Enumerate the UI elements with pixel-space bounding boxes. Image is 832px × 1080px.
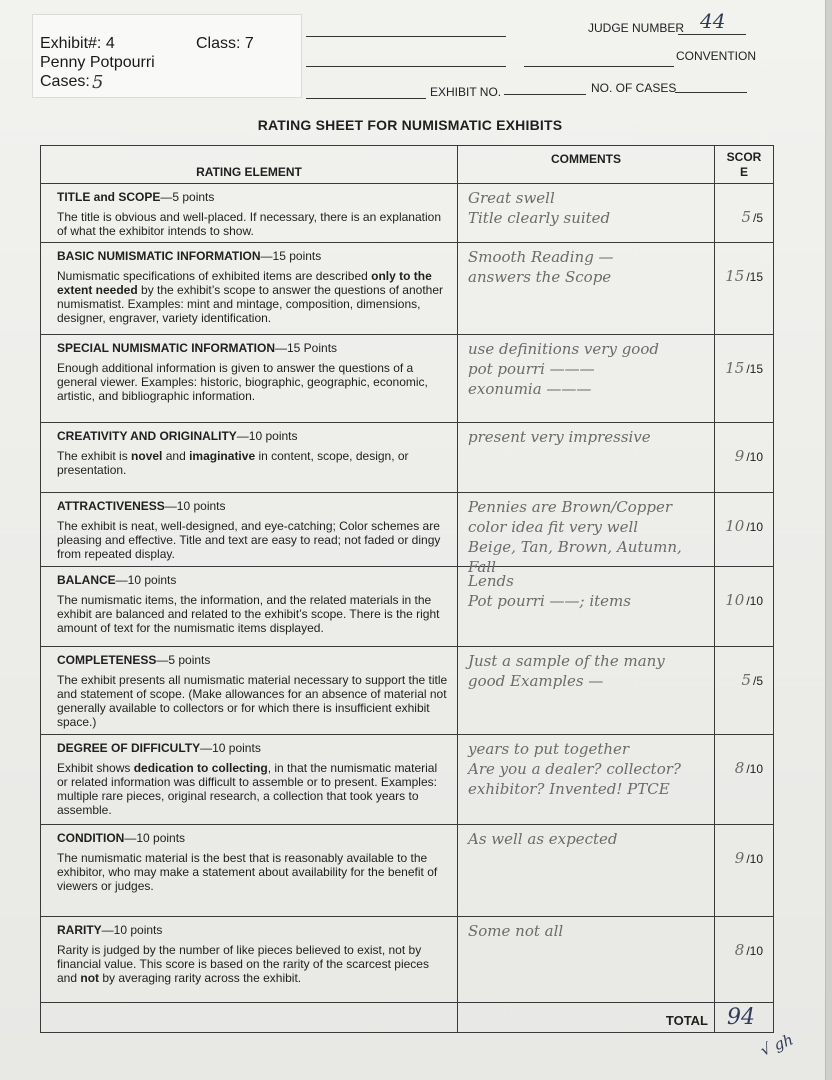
rating-element-name: CREATIVITY AND ORIGINALITY (57, 429, 237, 443)
score-value: 15 (725, 267, 745, 285)
score-wrap (741, 671, 763, 689)
rating-element-description: Numismatic specifications of exhibited items are described only to the extent needed by the exhibit’s scope to answer the questions of another numismatist. Examples: mint and mintage, composition, dimensions, designer, engraver, variety identification. (57, 269, 444, 325)
comment-text: Some not all (468, 922, 564, 940)
rating-row (41, 917, 774, 1003)
rating-element-description: Rarity is judged by the number of like pieces believed to exist, not by financial value. This score is based on the rarity of the scarcest pieces and not by averaging rarity across the exhibit. (57, 943, 429, 985)
rating-element-heading (57, 831, 449, 845)
score-wrap (725, 591, 763, 609)
column-header-comments: COMMENTS (458, 146, 715, 184)
score-value: 5 (741, 671, 751, 689)
comment-cell[interactable] (458, 917, 715, 1003)
score-wrap (725, 359, 763, 377)
rating-element-cell (41, 735, 458, 825)
score-wrap (741, 208, 763, 226)
comment-cell[interactable] (458, 335, 715, 423)
rating-element-points: —5 points (160, 190, 215, 204)
rating-element-points: —10 points (124, 831, 186, 845)
rating-element-heading (57, 741, 449, 755)
rating-element-description: The title is obvious and well-placed. If necessary, there is an explanation of what the exhibitor intends to show. (57, 210, 441, 238)
comment-text: Great swell Title clearly suited (468, 189, 611, 227)
comment-text: present very impressive (468, 428, 651, 446)
rating-element-heading (57, 249, 449, 263)
convention-label: CONVENTION (676, 49, 757, 63)
rating-row (41, 825, 774, 917)
rating-element-cell (41, 423, 458, 493)
rating-element-name: TITLE and SCOPE (57, 190, 161, 204)
score-cell[interactable] (715, 567, 774, 647)
rating-element-description: The numismatic material is the best that is reasonably available to the exhibitor, who may make a statement about availability for the benefit of viewers or judges. (57, 851, 438, 893)
rating-element-name: BASIC NUMISMATIC INFORMATION (57, 249, 261, 263)
score-wrap (735, 849, 763, 867)
comment-cell[interactable] (458, 647, 715, 735)
rating-element-name: BALANCE (57, 573, 116, 587)
comment-cell[interactable] (458, 493, 715, 576)
total-value: 94 (727, 1005, 755, 1030)
rating-element-name: DEGREE OF DIFFICULTY (57, 741, 201, 755)
rating-element-points: —15 Points (275, 341, 338, 355)
score-wrap (725, 267, 763, 285)
score-max: /10 (746, 944, 763, 958)
judge-number-label: JUDGE NUMBER (588, 21, 685, 35)
score-value: 8 (734, 759, 745, 777)
score-max: /10 (746, 852, 763, 866)
comment-cell[interactable] (458, 735, 715, 825)
rating-element-name: ATTRACTIVENESS (57, 499, 165, 513)
comment-cell[interactable] (458, 825, 715, 917)
score-cell[interactable] (715, 423, 774, 493)
score-cell[interactable] (715, 647, 774, 735)
header-blank-line (306, 66, 506, 67)
score-cell[interactable] (715, 184, 774, 243)
judge-initials: √ gh (757, 1030, 796, 1060)
rating-row (41, 647, 774, 735)
convention-line (524, 66, 674, 67)
rating-element-description: The numismatic items, the information, and the related materials in the exhibit are balanced and related to the exhibit’s scope. There is the right amount of text for the numismatic items displayed. (57, 593, 440, 635)
score-value: 10 (725, 591, 745, 609)
comment-text: Smooth Reading — answers the Scope (468, 248, 614, 286)
rating-element-cell (41, 647, 458, 735)
exhibit-title: Penny Potpourri (40, 54, 155, 71)
page-title: RATING SHEET FOR NUMISMATIC EXHIBITS (257, 117, 563, 133)
rating-element-heading (57, 573, 449, 587)
comment-cell[interactable] (458, 423, 715, 493)
score-max: /10 (746, 594, 763, 608)
rating-element-cell (41, 825, 458, 917)
rating-element-heading (57, 923, 449, 937)
rating-element-name: SPECIAL NUMISMATIC INFORMATION (57, 341, 275, 355)
rating-row (41, 493, 774, 567)
column-header-score: SCOR E (715, 146, 774, 184)
header-blank-line (306, 98, 426, 99)
cases-value: 5 (92, 72, 104, 93)
rating-element-cell (41, 243, 458, 335)
comment-cell[interactable] (458, 184, 715, 243)
score-wrap (725, 517, 763, 535)
comment-text: As well as expected (468, 830, 618, 848)
column-header-rating-element: RATING ELEMENT (41, 146, 458, 184)
judge-number-line (678, 34, 746, 35)
rating-element-heading (57, 653, 449, 667)
rating-element-points: —10 points (200, 741, 261, 755)
comment-text: Just a sample of the many good Examples — (468, 652, 665, 690)
comment-cell[interactable] (458, 567, 715, 647)
score-wrap (735, 447, 763, 465)
score-value: 5 (741, 208, 751, 226)
rating-row (41, 735, 774, 825)
score-value: 15 (725, 359, 745, 377)
rating-element-name: RARITY (57, 923, 102, 937)
rating-element-description: Enough additional information is given to answer the questions of a general viewer. Examples: historic, biographic, geographic, economic, artistic, and bibliographic information. (57, 361, 428, 403)
rating-element-description: The exhibit is novel and imaginative in content, scope, design, or presentation. (57, 449, 409, 477)
exhibit-no-line (504, 94, 586, 95)
score-cell[interactable] (715, 243, 774, 335)
score-wrap (735, 941, 763, 959)
rating-element-cell (41, 917, 458, 1003)
exhibit-class: Class: 7 (196, 35, 254, 52)
rating-row (41, 243, 774, 335)
comment-text: Pennies are Brown/Copper color idea fit very well Beige, Tan, Brown, Autumn, Fall (468, 498, 682, 576)
score-wrap (735, 759, 763, 777)
score-max: /15 (746, 362, 763, 376)
score-max: /15 (746, 270, 763, 284)
rating-element-points: —10 points (164, 499, 226, 513)
score-cell[interactable] (715, 917, 774, 1003)
comment-text: use definitions very good pot pourri ——— exonumia ——— (468, 340, 659, 398)
no-of-cases-line (675, 92, 747, 93)
judge-number-value: 44 (700, 9, 726, 33)
score-max: /10 (746, 450, 763, 464)
cases-label: Cases: (40, 73, 90, 90)
rating-table (40, 145, 774, 1033)
score-value: 9 (734, 849, 745, 867)
comment-text: years to put together Are you a dealer? collector? exhibitor? Invented! PTCE (468, 740, 681, 798)
score-value: 8 (734, 941, 745, 959)
rating-row (41, 184, 774, 243)
score-max: /10 (746, 520, 763, 534)
rating-element-points: —10 points (236, 429, 298, 443)
score-max: /5 (752, 674, 763, 688)
exhibit-no-label: EXHIBIT NO. (430, 85, 502, 99)
total-label: TOTAL (458, 1003, 715, 1033)
comment-text: Lends Pot pourri ——; items (468, 572, 631, 610)
rating-element-cell (41, 184, 458, 243)
rating-row (41, 567, 774, 647)
score-cell[interactable] (715, 335, 774, 423)
rating-element-cell (41, 567, 458, 647)
total-row-blank (41, 1003, 458, 1033)
rating-element-name: CONDITION (57, 831, 125, 845)
rating-element-heading (57, 341, 449, 355)
rating-element-name: COMPLETENESS (57, 653, 157, 667)
score-max: /10 (746, 762, 763, 776)
total-cell (715, 1003, 774, 1033)
score-value: 10 (725, 517, 745, 535)
rating-element-description: Exhibit shows dedication to collecting, in that the numismatic material or related information was difficult to assemble or to present. Examples: multiple rare pieces, original research, a collection that took years to assemble. (57, 761, 438, 817)
rating-element-heading (57, 499, 449, 513)
score-cell[interactable] (715, 493, 774, 567)
rating-element-heading (57, 190, 449, 204)
no-of-cases-label: NO. OF CASES (591, 81, 677, 95)
rating-element-points: —15 points (260, 249, 322, 263)
header-blank-line (306, 36, 506, 37)
rating-element-description: The exhibit is neat, well-designed, and eye-catching; Color schemes are pleasing and effective. Title and text are easy to read; not faded or dingy from repeated display. (57, 519, 441, 561)
score-cell[interactable] (715, 735, 774, 825)
score-max: /5 (752, 211, 763, 225)
comment-cell[interactable] (458, 243, 715, 335)
rating-element-heading (57, 429, 449, 443)
rating-element-cell (41, 335, 458, 423)
rating-row (41, 423, 774, 493)
rating-row (41, 335, 774, 423)
rating-element-points: —10 points (115, 573, 177, 587)
rating-element-description: The exhibit presents all numismatic material necessary to support the title and statement of scope. (Make allowances for an absence of material not generally available to collectors or for which there is insufficient exhibit space.) (57, 673, 448, 729)
score-cell[interactable] (715, 825, 774, 917)
score-value: 9 (734, 447, 745, 465)
rating-element-cell (41, 493, 458, 567)
rating-element-points: —5 points (156, 653, 211, 667)
exhibit-number: Exhibit#: 4 (40, 35, 115, 52)
rating-element-points: —10 points (101, 923, 163, 937)
